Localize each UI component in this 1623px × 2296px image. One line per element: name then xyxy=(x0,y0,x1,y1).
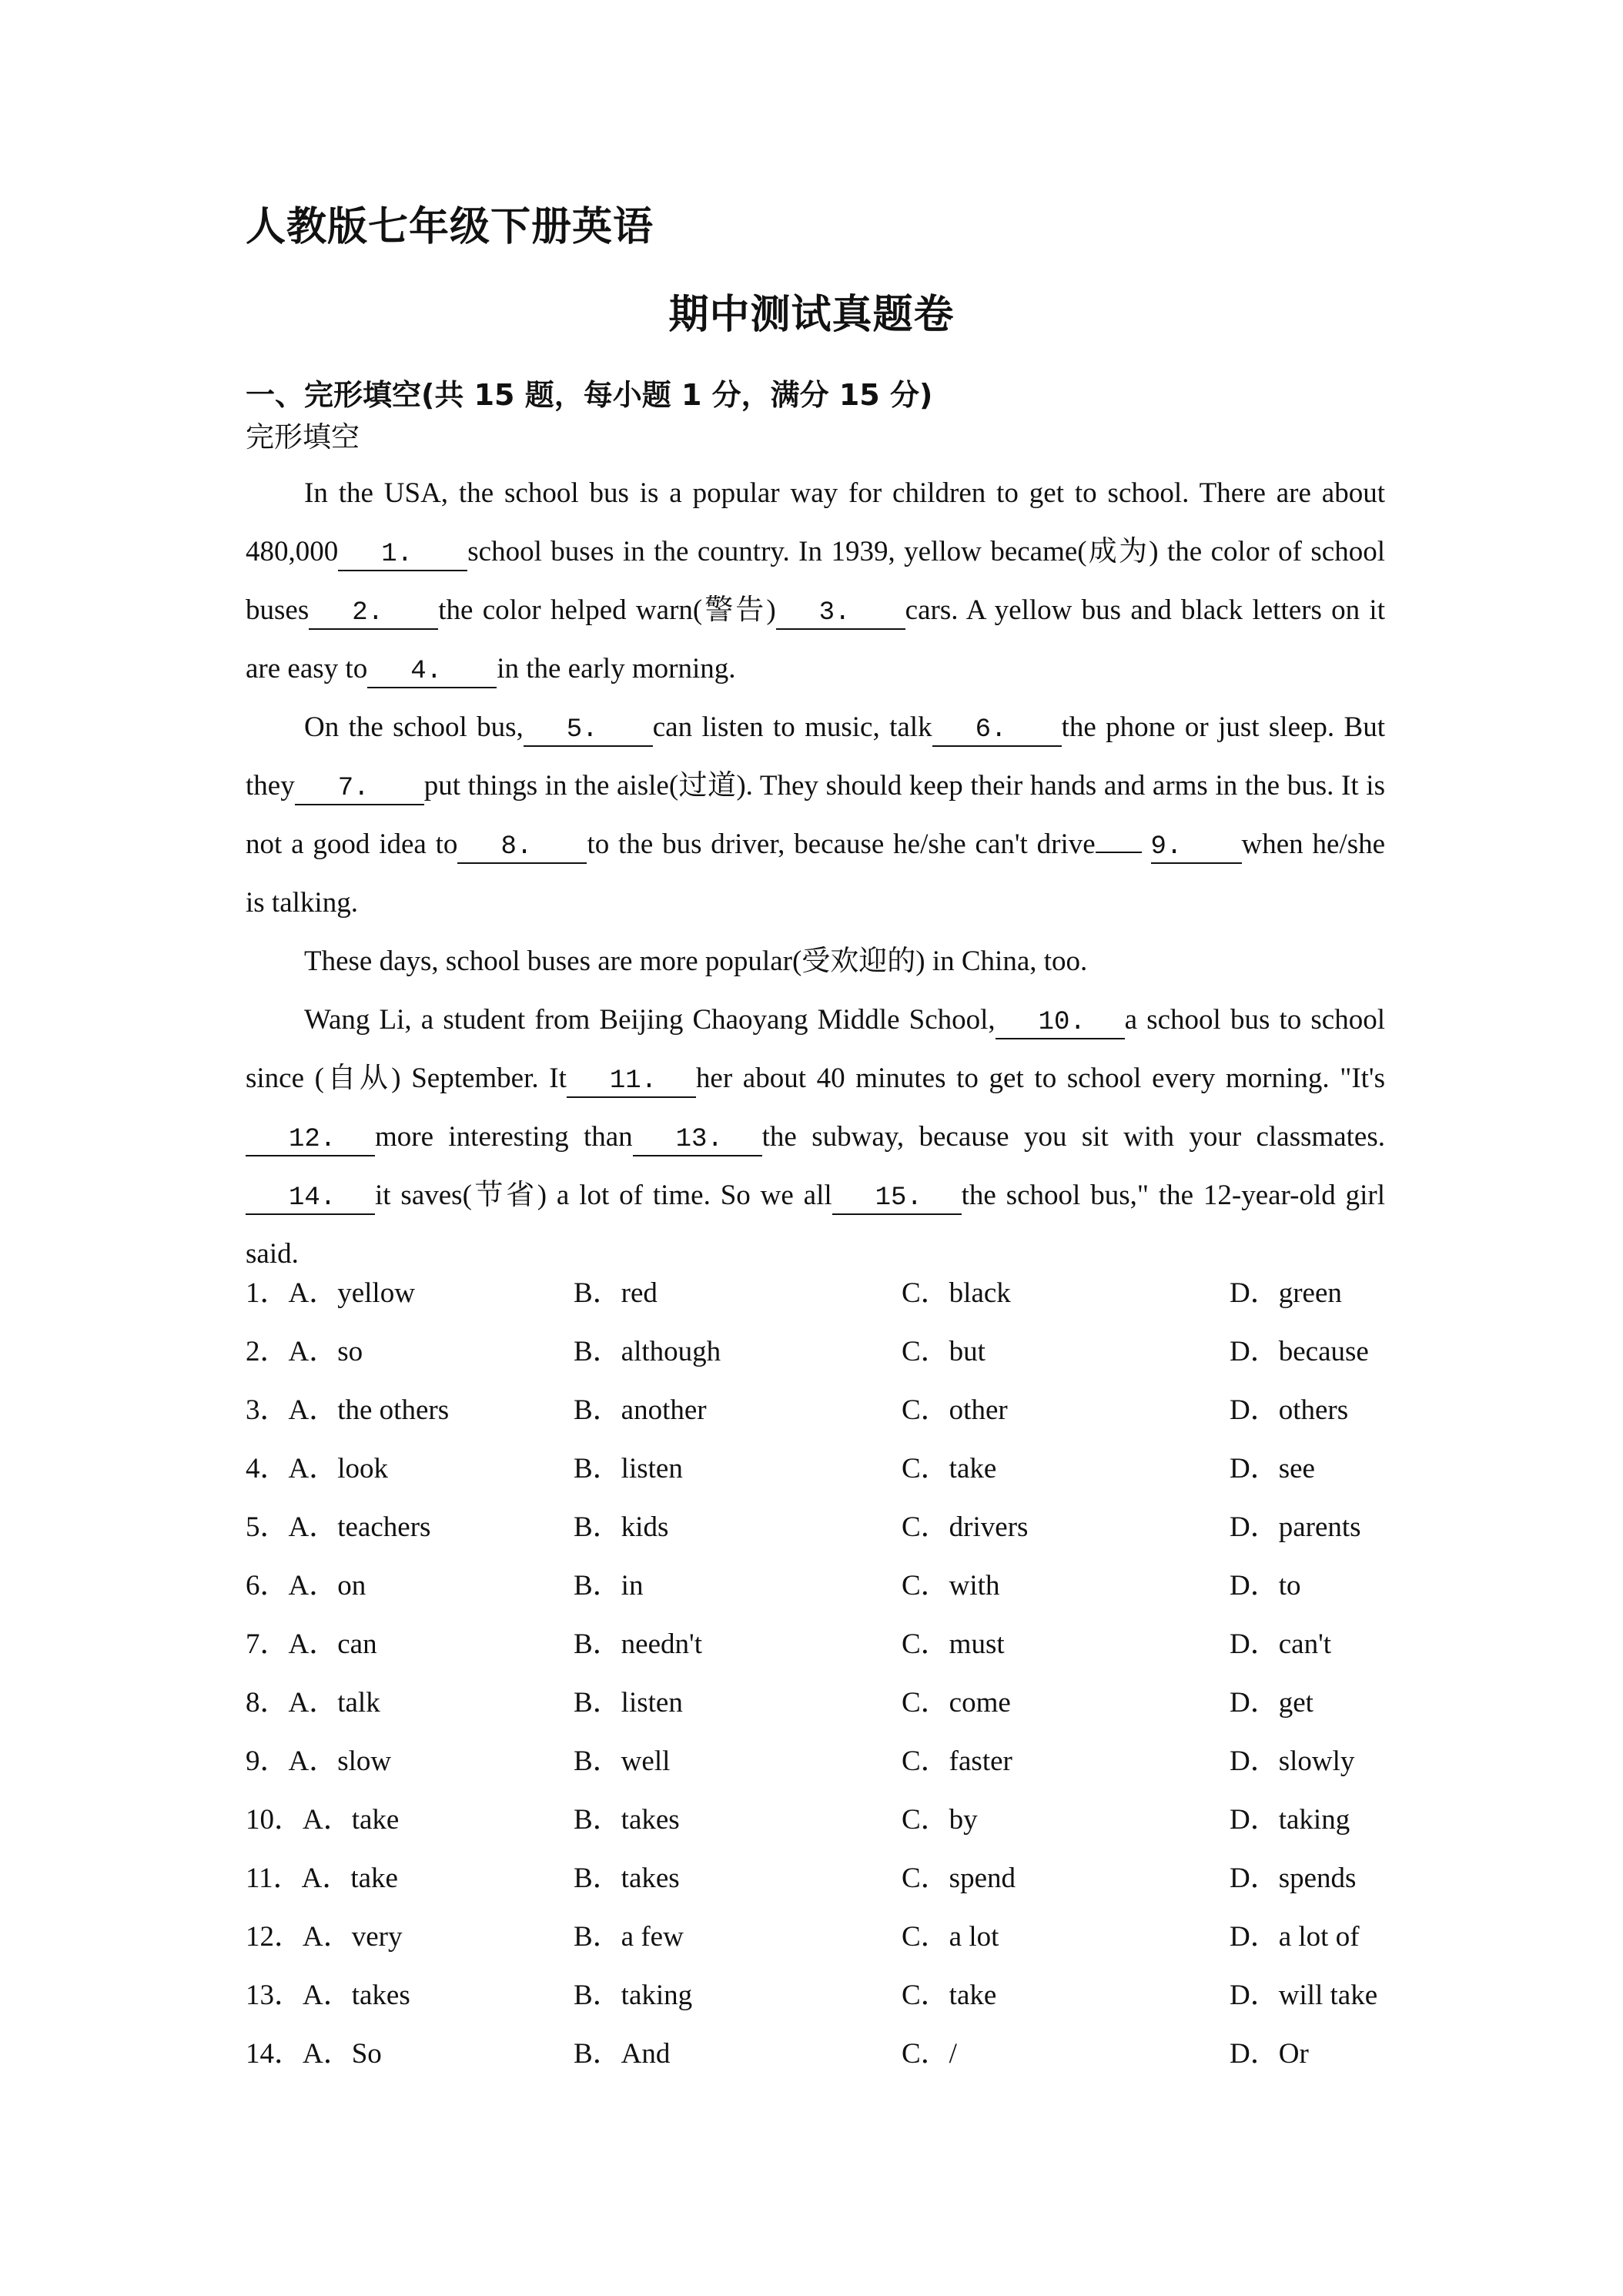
option-c: C．by xyxy=(902,1804,978,1836)
blank-8: 8. xyxy=(457,832,587,864)
passage-text: cars. A yellow bus and black letters on it are easy to xyxy=(246,594,1385,684)
passage-text: school buses in the country. In 1939, yellow became(成为) the color of school buses xyxy=(246,536,1385,626)
option-b: B．another xyxy=(574,1394,707,1426)
option-d: D．green xyxy=(1230,1277,1342,1309)
blank-6: 6. xyxy=(932,715,1062,747)
option-a: 7．A．can xyxy=(246,1628,377,1660)
document-title: 人教版七年级下册英语 xyxy=(246,204,654,250)
passage-paragraph-3 xyxy=(246,932,1385,991)
option-d: D．others xyxy=(1230,1394,1349,1426)
option-b: B．kids xyxy=(574,1511,669,1543)
option-a: 3．A．the others xyxy=(246,1394,450,1426)
option-a: 5．A．teachers xyxy=(246,1511,431,1543)
option-a: 11．A．take xyxy=(246,1863,398,1894)
option-a: 10．A．take xyxy=(246,1804,400,1836)
question-row xyxy=(246,1737,1385,1796)
question-row xyxy=(246,1327,1385,1386)
answer-choices xyxy=(246,1269,1385,2088)
passage-text: can listen to music, talk xyxy=(652,711,932,743)
option-b: B．takes xyxy=(574,1804,680,1836)
option-a: 1．A．yellow xyxy=(246,1277,415,1309)
option-a: 8．A．talk xyxy=(246,1687,380,1719)
passage-text: On the school bus, xyxy=(304,711,524,743)
option-c: C．/ xyxy=(902,2038,957,2070)
option-a: 6．A．on xyxy=(246,1570,366,1602)
option-b: B．listen xyxy=(574,1453,683,1484)
question-row xyxy=(246,2030,1385,2088)
option-a: 14．A．So xyxy=(246,2038,382,2070)
question-row xyxy=(246,1386,1385,1444)
passage-text: it saves(节省) a lot of time. So we all xyxy=(375,1180,832,1211)
option-c: C．spend xyxy=(902,1863,1016,1894)
cloze-passage xyxy=(246,464,1385,1284)
option-d: D．a lot of xyxy=(1230,1921,1360,1953)
option-b: B．well xyxy=(574,1745,671,1777)
blank-3: 3. xyxy=(776,597,905,630)
question-row xyxy=(246,1971,1385,2030)
question-row xyxy=(246,1796,1385,1854)
option-d: D．can't xyxy=(1230,1628,1332,1660)
blank-5: 5. xyxy=(524,715,653,747)
passage-text: the subway, because you sit with your classmates. xyxy=(761,1121,1385,1153)
passage-text: more interesting than xyxy=(375,1121,633,1153)
passage-paragraph-1 xyxy=(246,464,1385,698)
section-heading: 一、完形填空(共 15 题，每小题 1 分，满分 15 分) xyxy=(246,378,933,412)
option-b: B．And xyxy=(574,2038,671,2070)
option-d: D．because xyxy=(1230,1336,1369,1367)
passage-text: her about 40 minutes to get to school every morning. "It's xyxy=(695,1063,1385,1094)
option-b: B．red xyxy=(574,1277,658,1309)
question-row xyxy=(246,1678,1385,1737)
blank-13: 13. xyxy=(633,1124,762,1156)
option-b: B．listen xyxy=(574,1687,683,1719)
question-row xyxy=(246,1620,1385,1678)
passage-text: when he/she is talking. xyxy=(246,828,1386,919)
option-b: B．takes xyxy=(574,1863,680,1894)
option-c: C．drivers xyxy=(902,1511,1029,1543)
question-row xyxy=(246,1503,1385,1561)
passage-text: the phone or just sleep. But they xyxy=(246,711,1385,802)
question-row xyxy=(246,1854,1385,1913)
option-d: D．spends xyxy=(1230,1863,1357,1894)
blank-12: 12. xyxy=(246,1124,375,1156)
blank-9-lead xyxy=(1096,852,1142,853)
question-row xyxy=(246,1913,1385,1971)
option-c: C．with xyxy=(902,1570,1000,1602)
blank-14: 14. xyxy=(246,1183,375,1215)
option-b: B．needn't xyxy=(574,1628,702,1660)
passage-text: Wang Li, a student from Beijing Chaoyang Middle School, xyxy=(304,1004,996,1036)
option-c: C．take xyxy=(902,1453,997,1484)
document-subtitle: 期中测试真题卷 xyxy=(668,292,955,338)
question-row xyxy=(246,1269,1385,1327)
option-c: C．come xyxy=(902,1687,1011,1719)
option-a: 9．A．slow xyxy=(246,1745,392,1777)
option-d: D．get xyxy=(1230,1687,1313,1719)
passage-paragraph-4 xyxy=(246,991,1385,1284)
option-b: B．taking xyxy=(574,1980,693,2011)
passage-paragraph-2 xyxy=(246,698,1385,932)
option-d: D．will take xyxy=(1230,1980,1378,2011)
option-b: B．a few xyxy=(574,1921,684,1953)
section-subheading: 完形填空 xyxy=(246,420,360,454)
option-a: 2．A．so xyxy=(246,1336,363,1367)
passage-text: to the bus driver, because he/she can't drive xyxy=(587,828,1096,860)
blank-9: 9. xyxy=(1151,832,1242,864)
option-a: 12．A．very xyxy=(246,1921,403,1953)
option-c: C．must xyxy=(902,1628,1005,1660)
option-c: C．faster xyxy=(902,1745,1012,1777)
passage-text: in the early morning. xyxy=(497,653,736,684)
option-c: C．but xyxy=(902,1336,986,1367)
passage-text: a school bus to school since (自从) September. It xyxy=(246,1004,1385,1094)
blank-15: 15. xyxy=(832,1183,962,1215)
option-d: D．see xyxy=(1230,1453,1315,1484)
option-d: D．parents xyxy=(1230,1511,1361,1543)
blank-10: 10. xyxy=(996,1007,1125,1039)
option-c: C．a lot xyxy=(902,1921,999,1953)
option-b: B．in xyxy=(574,1570,644,1602)
blank-2: 2. xyxy=(309,597,438,630)
blank-1: 1. xyxy=(338,539,467,571)
passage-text: put things in the aisle(过道). They should keep their hands and arms in the bus. It is not a good idea to xyxy=(246,770,1385,860)
option-c: C．other xyxy=(902,1394,1008,1426)
blank-11: 11. xyxy=(567,1066,696,1098)
option-c: C．black xyxy=(902,1277,1011,1309)
passage-text: the school bus," the 12-year-old girl said. xyxy=(246,1180,1385,1270)
question-row xyxy=(246,1561,1385,1620)
blank-4: 4. xyxy=(367,656,497,688)
option-a: 13．A．takes xyxy=(246,1980,410,2011)
passage-text: These days, school buses are more popular(受欢迎的) in China, too. xyxy=(304,946,1088,977)
passage-text: In the USA, the school bus is a popular way for children to get to school. There are about 480,000 xyxy=(246,477,1385,567)
option-d: D．taking xyxy=(1230,1804,1350,1836)
question-row xyxy=(246,1444,1385,1503)
option-d: D．Or xyxy=(1230,2038,1309,2070)
blank-7: 7. xyxy=(295,773,424,805)
option-d: D．to xyxy=(1230,1570,1301,1602)
option-d: D．slowly xyxy=(1230,1745,1355,1777)
option-b: B．although xyxy=(574,1336,721,1367)
option-a: 4．A．look xyxy=(246,1453,388,1484)
passage-text: the color helped warn(警告) xyxy=(438,594,776,626)
option-c: C．take xyxy=(902,1980,997,2011)
